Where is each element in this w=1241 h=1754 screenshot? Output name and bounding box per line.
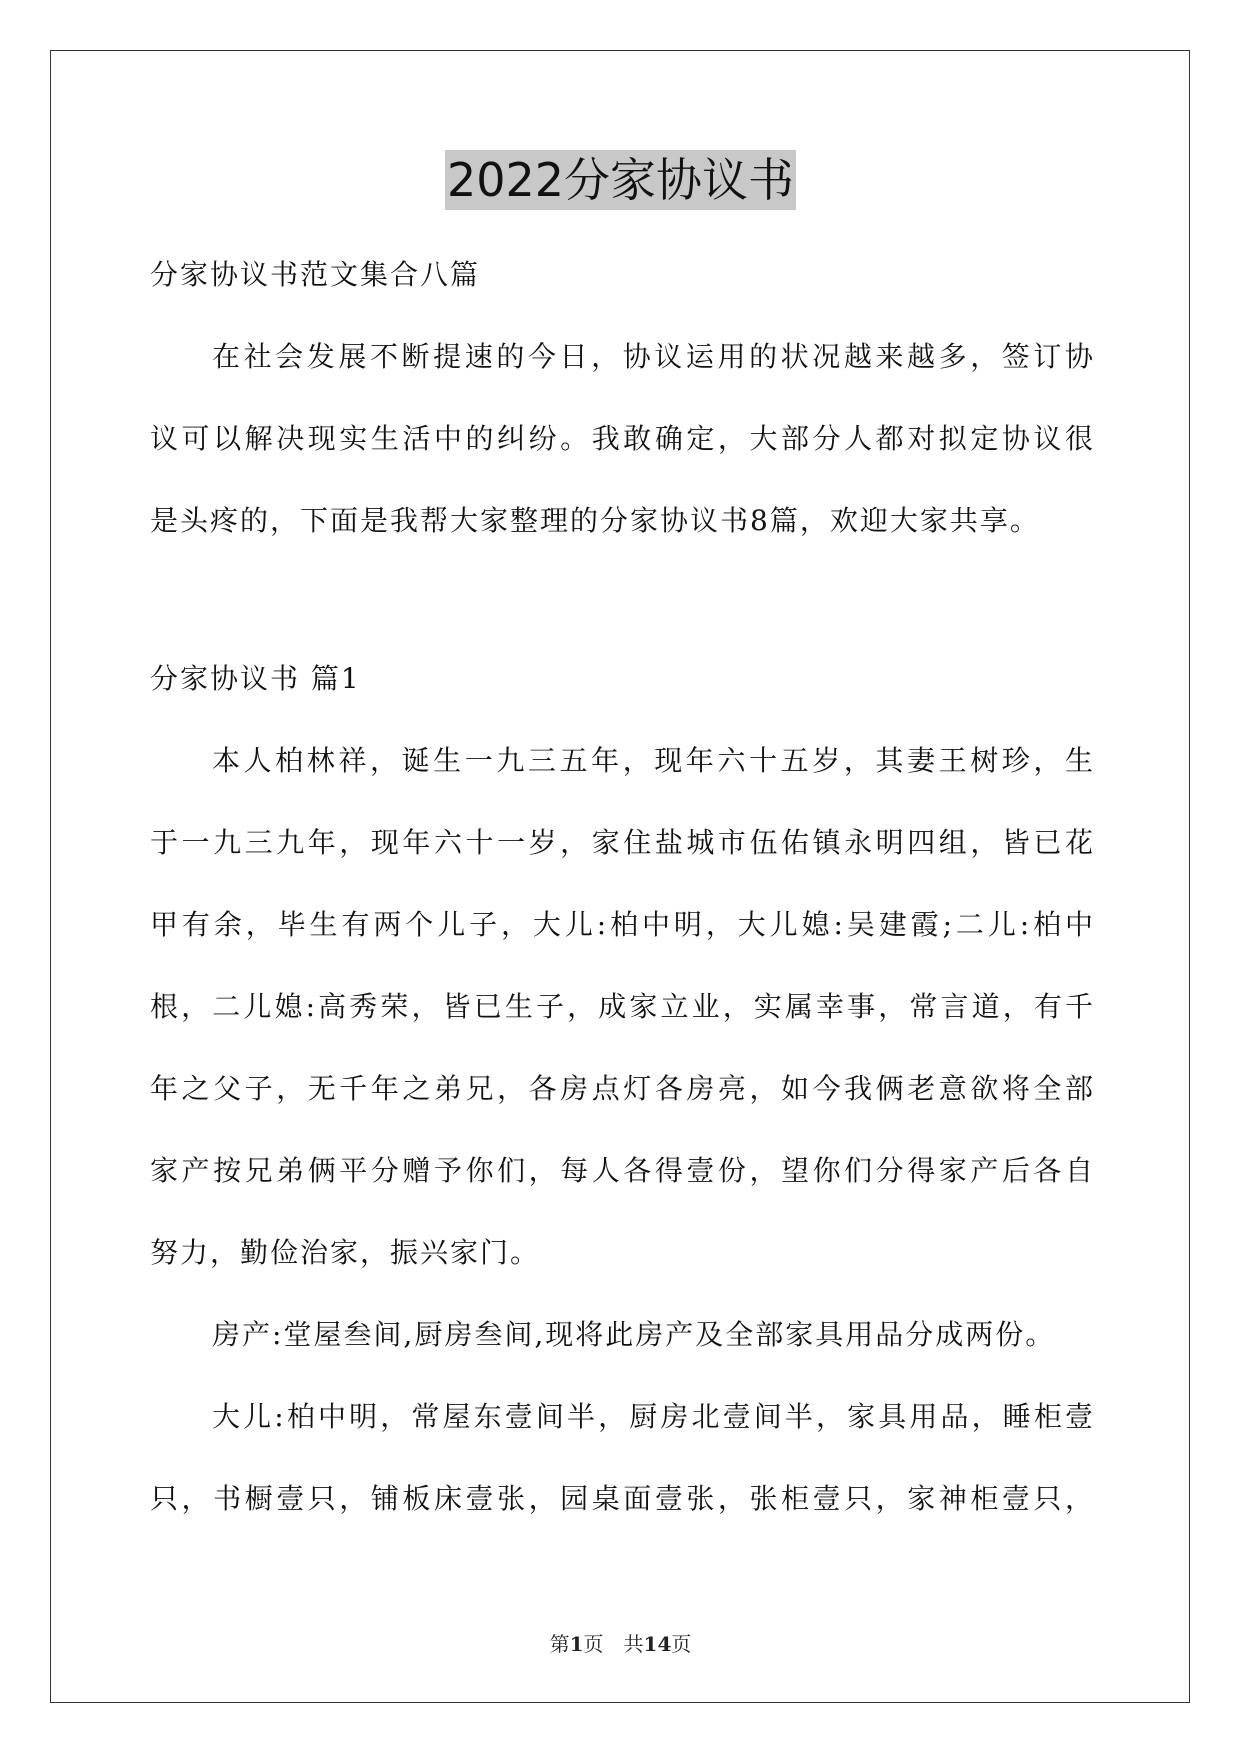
- section-paragraph-line: 甲有余，毕生有两个儿子，大儿:柏中明，大儿媳:吴建霞;二儿:柏中: [150, 908, 1095, 941]
- subtitle: 分家协议书范文集合八篇: [150, 258, 481, 291]
- title-container: [0, 150, 1241, 210]
- section-paragraph-line: 根，二儿媳:高秀荣，皆已生子，成家立业，实属幸事，常言道，有千: [150, 990, 1095, 1023]
- eldest-son-line: 只，书橱壹只，铺板床壹张，园桌面壹张，张柜壹只，家神柜壹只，: [150, 1482, 1095, 1515]
- document-body: [150, 234, 1095, 1540]
- section-paragraph-line: 年之父子，无千年之弟兄，各房点灯各房亮，如今我俩老意欲将全部: [150, 1072, 1095, 1105]
- footer-suffix: 页: [671, 1632, 692, 1656]
- eldest-son-line: 大儿:柏中明，常屋东壹间半，厨房北壹间半，家具用品，睡柜壹: [212, 1400, 1095, 1433]
- footer-page-number: 1: [569, 1632, 584, 1656]
- footer-prefix: 第: [549, 1632, 570, 1656]
- section-heading: 分家协议书 篇1: [150, 662, 361, 695]
- page-footer: [0, 1628, 1241, 1657]
- intro-line: 是头疼的，下面是我帮大家整理的分家协议书8篇，欢迎大家共享。: [150, 504, 1040, 537]
- section-paragraph-line: 本人柏林祥，诞生一九三五年，现年六十五岁，其妻王树珍，生: [212, 744, 1095, 777]
- paragraph-gap: [150, 562, 1095, 638]
- footer-total-pages: 14: [643, 1632, 672, 1656]
- intro-line: 议可以解决现实生活中的纠纷。我敢确定，大部分人都对拟定协议很: [150, 422, 1095, 455]
- section-paragraph-line: 家产按兄弟俩平分赠予你们，每人各得壹份，望你们分得家产后各自: [150, 1154, 1095, 1187]
- section-paragraph-line: 努力，勤俭治家，振兴家门。: [150, 1236, 541, 1269]
- property-line: 房产:堂屋叁间,厨房叁间,现将此房产及全部家具用品分成两份。: [212, 1318, 1056, 1351]
- section-paragraph-line: 于一九三九年，现年六十一岁，家住盐城市伍佑镇永明四组，皆已花: [150, 826, 1095, 859]
- footer-middle: 页 共: [583, 1632, 644, 1656]
- intro-line: 在社会发展不断提速的今日，协议运用的状况越来越多，签订协: [212, 340, 1095, 373]
- document-title: 2022分家协议书: [445, 150, 796, 210]
